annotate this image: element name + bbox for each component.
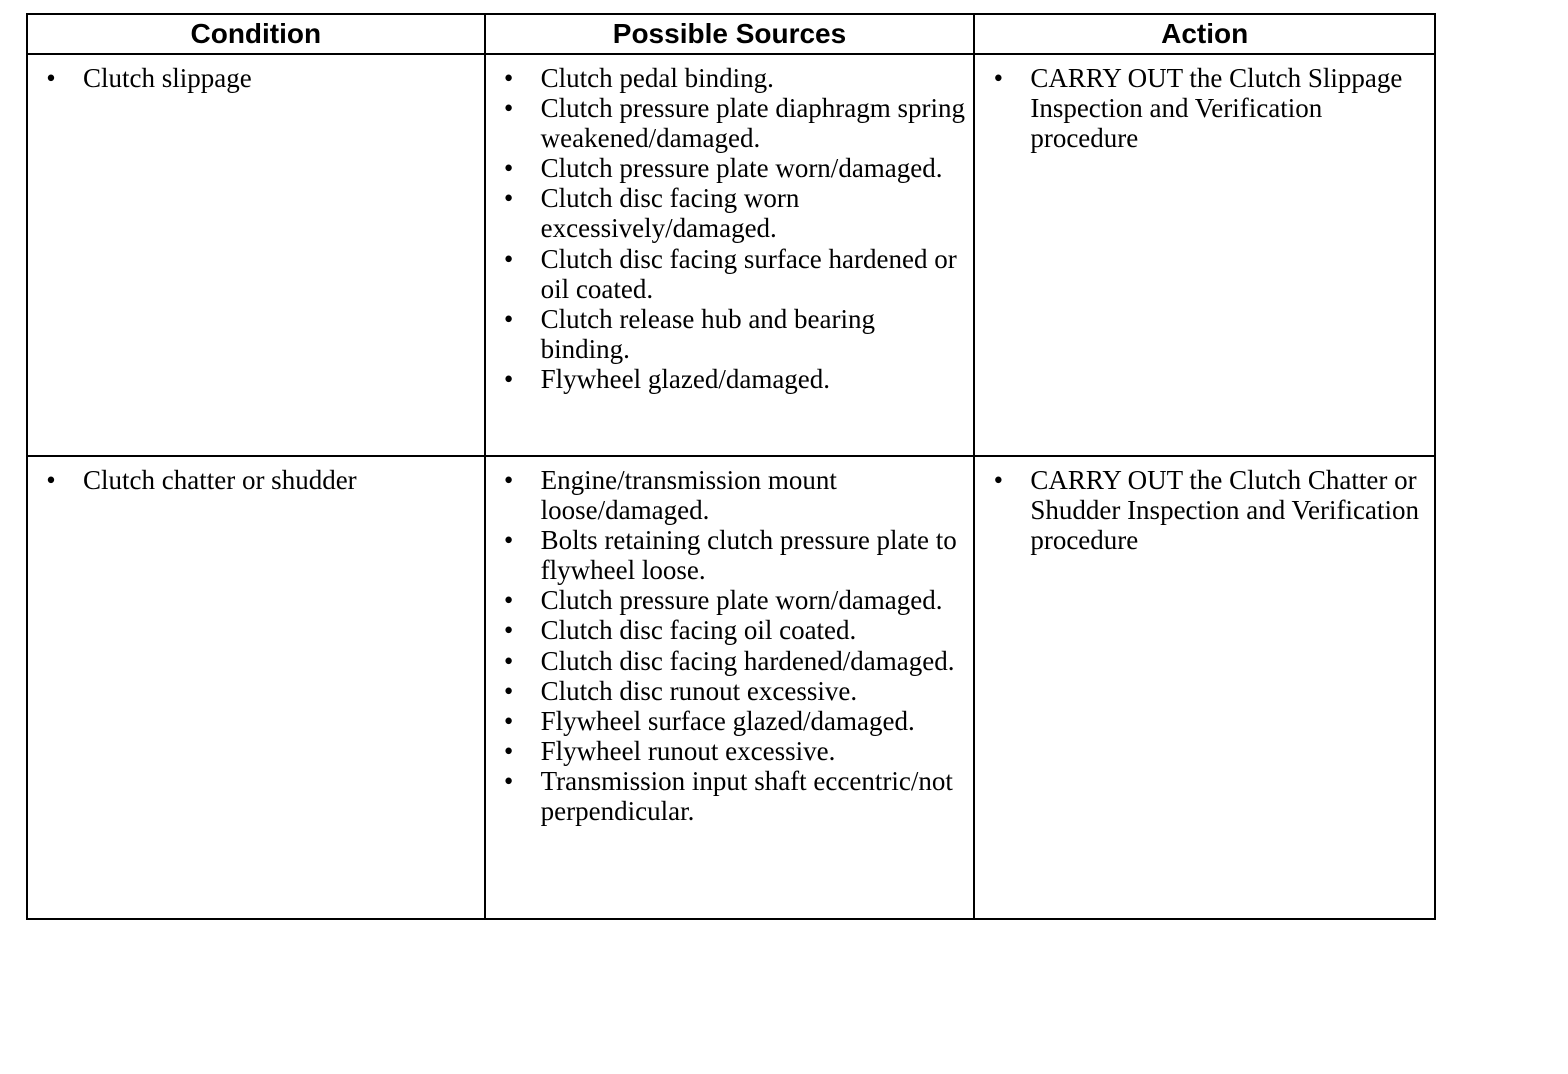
sources-cell — [485, 456, 975, 919]
action-list — [975, 457, 1434, 555]
list-item: • CARRY OUT the Clutch Chatter or Shudder Inspection and Verification procedure — [975, 465, 1434, 555]
list-item: • Clutch disc facing hardened/damaged. — [486, 646, 974, 676]
list-item: • Clutch disc facing surface hardened or oil coated. — [486, 244, 974, 304]
condition-header: Condition — [27, 14, 485, 54]
list-item: • Transmission input shaft eccentric/not perpendicular. — [486, 766, 974, 826]
bullet-icon: • — [503, 705, 514, 736]
table-row — [27, 456, 1435, 919]
bullet-icon: • — [503, 363, 514, 394]
bullet-icon: • — [503, 465, 514, 495]
diagnosis-table — [26, 13, 1436, 920]
sources-list — [486, 55, 974, 394]
bullet-icon: • — [503, 93, 514, 124]
bullet-icon: • — [503, 243, 514, 274]
list-item: • Clutch disc facing oil coated. — [486, 615, 974, 645]
bullet-icon: • — [503, 525, 514, 556]
bullet-icon: • — [503, 645, 514, 676]
condition-list — [28, 457, 484, 495]
bullet-icon: • — [503, 765, 514, 796]
bullet-icon: • — [46, 465, 56, 495]
condition-cell — [27, 456, 485, 919]
action-header: Action — [974, 14, 1435, 54]
sources-list — [486, 457, 974, 826]
list-item: • Clutch release hub and bearing binding. — [486, 304, 974, 364]
bullet-icon: • — [503, 153, 514, 184]
list-item: • Clutch chatter or shudder — [28, 465, 484, 495]
header-row — [27, 14, 1435, 54]
action-list — [975, 55, 1434, 153]
list-item: • Clutch pedal binding. — [486, 63, 974, 93]
list-item: • Flywheel surface glazed/damaged. — [486, 706, 974, 736]
list-item: • Bolts retaining clutch pressure plate to flywheel loose. — [486, 525, 974, 585]
list-item: • Flywheel glazed/damaged. — [486, 364, 974, 394]
list-item: • Clutch pressure plate worn/damaged. — [486, 585, 974, 615]
bullet-icon: • — [503, 585, 514, 616]
bullet-icon: • — [993, 465, 1004, 495]
bullet-icon: • — [503, 615, 514, 646]
action-cell — [974, 54, 1435, 456]
sources-cell — [485, 54, 975, 456]
bullet-icon: • — [503, 735, 514, 766]
bullet-icon: • — [503, 63, 514, 93]
bullet-icon: • — [503, 183, 514, 214]
list-item: • Clutch slippage — [28, 63, 484, 93]
condition-cell — [27, 54, 485, 456]
bullet-icon: • — [503, 303, 514, 334]
list-item: • Clutch pressure plate worn/damaged. — [486, 153, 974, 183]
list-item: • Clutch pressure plate diaphragm spring weakened/damaged. — [486, 93, 974, 153]
bullet-icon: • — [993, 63, 1004, 93]
list-item: • Engine/transmission mount loose/damaged. — [486, 465, 974, 525]
bullet-icon: • — [503, 675, 514, 706]
list-item: • Flywheel runout excessive. — [486, 736, 974, 766]
condition-list — [28, 55, 484, 93]
possible-sources-header: Possible Sources — [485, 14, 975, 54]
action-cell — [974, 456, 1435, 919]
bullet-icon: • — [46, 63, 56, 93]
list-item: • Clutch disc runout excessive. — [486, 676, 974, 706]
list-item: • CARRY OUT the Clutch Slippage Inspection and Verification procedure — [975, 63, 1434, 153]
list-item: • Clutch disc facing worn excessively/damaged. — [486, 183, 974, 243]
table-row — [27, 54, 1435, 456]
